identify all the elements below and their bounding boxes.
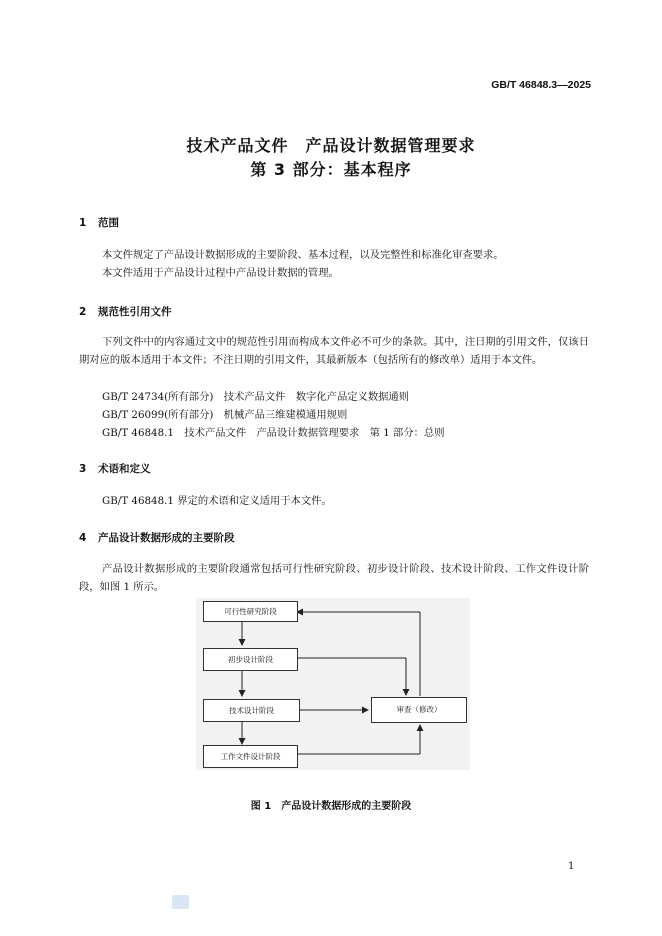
section-heading: 3 术语和定义 bbox=[79, 463, 151, 475]
flowchart-figure bbox=[196, 598, 470, 770]
document-subtitle: 第 3 部分：基本程序 bbox=[250, 160, 412, 179]
document-title: 技术产品文件 产品设计数据管理要求 bbox=[186, 136, 476, 155]
page-number: 1 bbox=[568, 861, 575, 872]
reference-item: GB/T 24734(所有部分) 技术产品文件 数字化产品定义数据通则 bbox=[102, 391, 410, 403]
watermark-logo-icon bbox=[172, 895, 189, 909]
paragraph: GB/T 46848.1 界定的术语和定义适用于本文件。 bbox=[102, 495, 332, 507]
paragraph: 本文件适用于产品设计过程中产品设计数据的管理。 bbox=[102, 267, 339, 279]
box-feasibility-stage: 可行性研究阶段 bbox=[203, 601, 298, 622]
section-heading: 2 规范性引用文件 bbox=[79, 306, 172, 318]
box-technical-stage: 技术设计阶段 bbox=[203, 699, 300, 722]
box-preliminary-stage: 初步设计阶段 bbox=[203, 648, 298, 671]
box-working-stage: 工作文件设计阶段 bbox=[203, 745, 298, 768]
paragraph: 本文件规定了产品设计数据形成的主要阶段、基本过程，以及完整性和标准化审查要求。 bbox=[102, 249, 504, 261]
section-heading: 4 产品设计数据形成的主要阶段 bbox=[79, 532, 235, 544]
paragraph: 下列文件中的内容通过文中的规范性引用而构成本文件必不可少的条款。其中，注日期的引用文件，仅该日期对应的版本适用于本文件；不注日期的引用文件，其最新版本（包括所有的修改单）适用于本文件。 bbox=[79, 336, 589, 366]
section-heading: 1 范围 bbox=[79, 217, 119, 229]
paragraph: 产品设计数据形成的主要阶段通常包括可行性研究阶段、初步设计阶段、技术设计阶段、工作文件设计阶段，如图 1 所示。 bbox=[79, 563, 589, 593]
box-review: 审查（修改） bbox=[371, 697, 467, 723]
reference-item: GB/T 26099(所有部分) 机械产品三维建模通用规则 bbox=[102, 409, 348, 421]
figure-caption: 图 1 产品设计数据形成的主要阶段 bbox=[250, 801, 412, 812]
reference-item: GB/T 46848.1 技术产品文件 产品设计数据管理要求 第 1 部分：总则 bbox=[102, 427, 445, 439]
standard-number: GB/T 46848.3—2025 bbox=[491, 79, 591, 91]
